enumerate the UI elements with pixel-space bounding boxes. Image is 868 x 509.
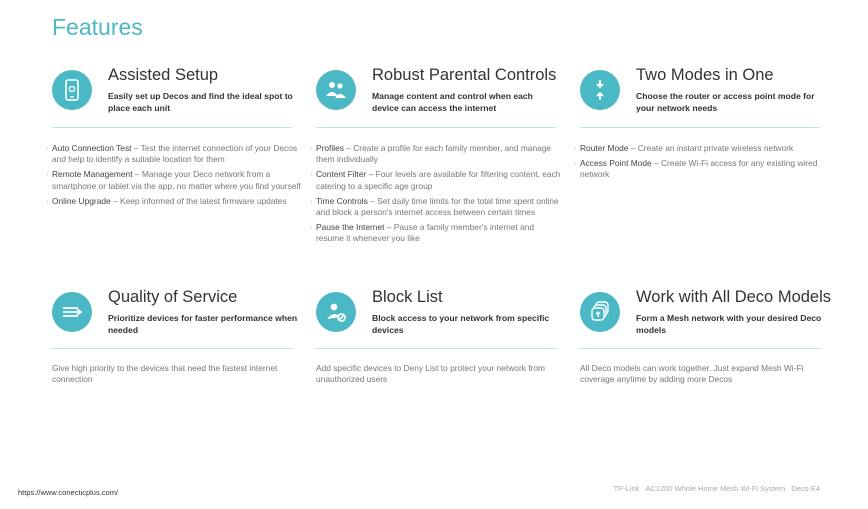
feature-title: Two Modes in One (636, 66, 774, 84)
feature-subtitle: Block access to your network from specific devices (372, 313, 550, 335)
feature-title: Work with All Deco Models (636, 288, 832, 306)
feature-subtitle: Prioritize devices for faster performance when needed (108, 313, 298, 335)
feature-list (316, 143, 562, 249)
feature-subtitle: Easily set up Decos and find the ideal spot to place each unit (108, 91, 293, 113)
feature-all-deco-models (580, 288, 832, 385)
feature-title: Assisted Setup (108, 66, 219, 84)
footer-url[interactable]: https://www.conecticplus.com/ (18, 488, 119, 497)
page-title: Features (52, 14, 143, 40)
feature-description: Add specific devices to Deny List to protect your network from unauthorized users (316, 363, 546, 385)
footer-brand: TP-Link (613, 484, 640, 493)
feature-list (52, 143, 302, 211)
feature-qos (52, 288, 298, 385)
divider (52, 127, 292, 128)
list-item: · Time Controls – Set daily time limits for the total time spent online and block a person's internet access between certain times (316, 196, 562, 218)
feature-description: Give high priority to the devices that need the fastest internet connection (52, 363, 278, 385)
block-user-icon (316, 292, 356, 332)
stacked-decos-icon (580, 292, 620, 332)
divider (52, 348, 292, 349)
list-item: · Remote Management – Manage your Deco network from a smartphone or tablet via the app, no matter where you find yourself (52, 169, 302, 191)
feature-parental-controls (316, 66, 561, 244)
feature-title: Block List (372, 288, 443, 306)
feature-two-modes (580, 66, 822, 180)
feature-subtitle: Form a Mesh network with your desired Deco models (636, 313, 822, 335)
footer-product: AC1200 Whole Home Mesh Wi-Fi System (645, 484, 786, 493)
list-item: · Auto Connection Test – Test the internet connection of your Decos and help to identify a suitable location for them (52, 143, 302, 165)
feature-subtitle: Manage content and control when each device can access the internet (372, 91, 533, 113)
feature-title: Quality of Service (108, 288, 238, 306)
two-modes-icon (580, 70, 620, 110)
list-item: · Access Point Mode – Create Wi-Fi access for any existing wired network (580, 158, 828, 180)
footer-product-info (610, 484, 820, 493)
feature-title: Robust Parental Controls (372, 66, 557, 84)
list-item: · Online Upgrade – Keep informed of the latest firmware updates (52, 196, 302, 207)
feature-description: All Deco models can work together. Just expand Mesh Wi-Fi coverage anytime by adding more Decos (580, 363, 804, 385)
list-item: · Router Mode – Create an instant private wireless network (580, 143, 828, 154)
feature-list (580, 143, 828, 185)
footer-model: Deco E4 (791, 484, 820, 493)
feature-block-list (316, 288, 558, 385)
phone-settings-icon (52, 70, 92, 110)
feature-assisted-setup (52, 66, 301, 206)
feature-subtitle: Choose the router or access point mode for your network needs (636, 91, 815, 113)
list-item: · Content Filter – Four levels are available for filtering content, each catering to a specific age group (316, 169, 562, 191)
divider (316, 348, 556, 349)
list-item: · Pause the Internet – Pause a family member's internet and resume it whenever you like (316, 222, 562, 244)
divider (316, 127, 556, 128)
list-item: · Profiles – Create a profile for each family member, and manage them individually (316, 143, 562, 165)
divider (580, 127, 820, 128)
family-icon (316, 70, 356, 110)
divider (580, 348, 820, 349)
qos-arrows-icon (52, 292, 92, 332)
